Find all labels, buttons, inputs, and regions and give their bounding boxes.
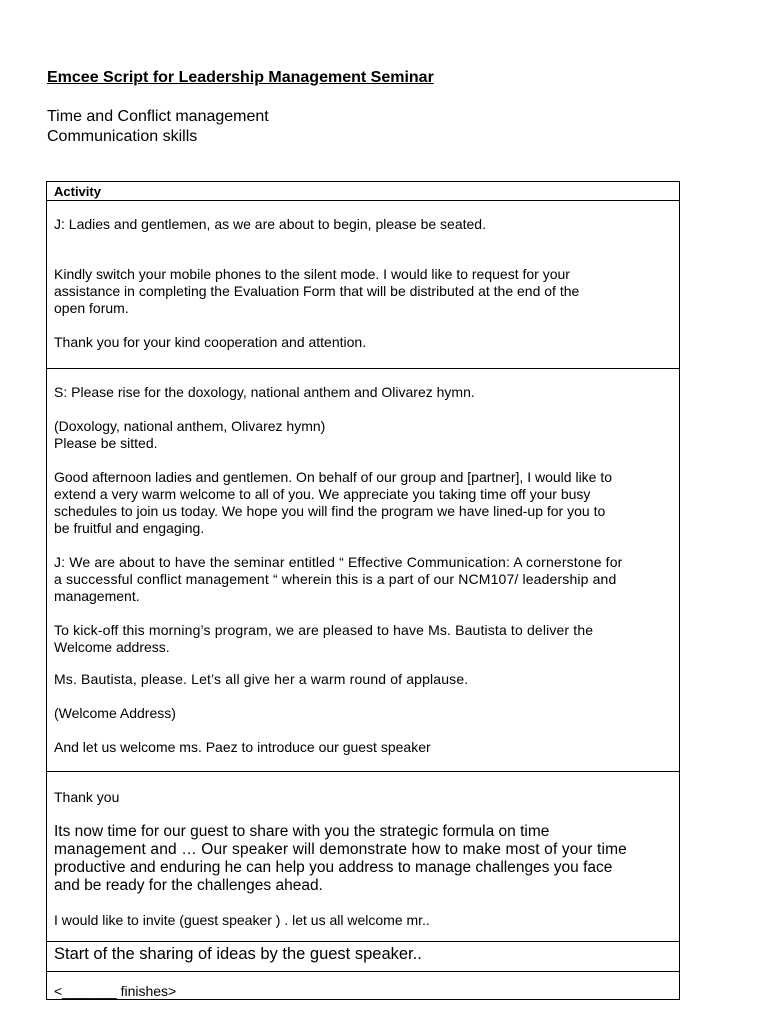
- row1-line: Thank you for your kind cooperation and attention.: [54, 334, 367, 350]
- row1-line: Kindly switch your mobile phones to the silent mode. I would like to request for your: [54, 266, 570, 282]
- row4-text: Start of the sharing of ideas by the guest speaker..: [54, 945, 422, 963]
- row2-line: Please be sitted.: [54, 435, 158, 451]
- row2-line: management.: [54, 588, 140, 604]
- row2-line: extend a very warm welcome to all of you. We appreciate you taking time off your busy: [54, 486, 591, 502]
- activity-table: [46, 181, 680, 1000]
- subtitle-topic: Time and Conflict management: [47, 108, 269, 125]
- row2-line: S: Please rise for the doxology, national anthem and Olivarez hymn.: [54, 384, 475, 400]
- row3-line: I would like to invite (guest speaker ) . let us all welcome mr..: [54, 912, 430, 928]
- row1-line: assistance in completing the Evaluation Form that will be distributed at the end of the: [54, 283, 580, 299]
- row5-text: <_______ finishes>: [54, 983, 177, 999]
- row2-line: Ms. Bautista, please. Let’s all give her a warm round of applause.: [54, 671, 469, 687]
- row2-line: (Welcome Address): [54, 705, 176, 721]
- row-divider: [47, 971, 679, 972]
- row2-line: Good afternoon ladies and gentlemen. On behalf of our group and [partner], I would like to: [54, 469, 613, 485]
- row3-line: management and … Our speaker will demonstrate how to make most of your time: [54, 841, 627, 858]
- row-divider: [47, 200, 679, 201]
- row2-line: schedules to join us today. We hope you will find the program we have lined-up for you to: [54, 503, 606, 519]
- row2-line: And let us welcome ms. Paez to introduce our guest speaker: [54, 739, 431, 755]
- document-title: Emcee Script for Leadership Management Seminar: [47, 69, 434, 86]
- row-divider: [47, 368, 679, 369]
- row3-line: Thank you: [54, 789, 120, 805]
- table-header: Activity: [54, 184, 101, 199]
- row-divider: [47, 771, 679, 772]
- row2-line: To kick-off this morning’s program, we are pleased to have Ms. Bautista to deliver the: [54, 622, 594, 638]
- row3-line: and be ready for the challenges ahead.: [54, 877, 323, 894]
- row2-line: J: We are about to have the seminar entitled “ Effective Communication: A cornerstone for: [54, 554, 623, 570]
- row-divider: [47, 941, 679, 942]
- row2-line: a successful conflict management “ wherein this is a part of our NCM107/ leadership and: [54, 571, 617, 587]
- row1-line: J: Ladies and gentlemen, as we are about to begin, please be seated.: [54, 216, 486, 232]
- row2-line: (Doxology, national anthem, Olivarez hymn): [54, 418, 326, 434]
- row2-line: be fruitful and engaging.: [54, 520, 205, 536]
- row3-line: Its now time for our guest to share with you the strategic formula on time: [54, 823, 550, 840]
- row2-line: Welcome address.: [54, 639, 170, 655]
- row1-line: open forum.: [54, 300, 129, 316]
- row3-line: productive and enduring he can help you address to manage challenges you face: [54, 859, 613, 876]
- subtitle-skills: Communication skills: [47, 128, 198, 145]
